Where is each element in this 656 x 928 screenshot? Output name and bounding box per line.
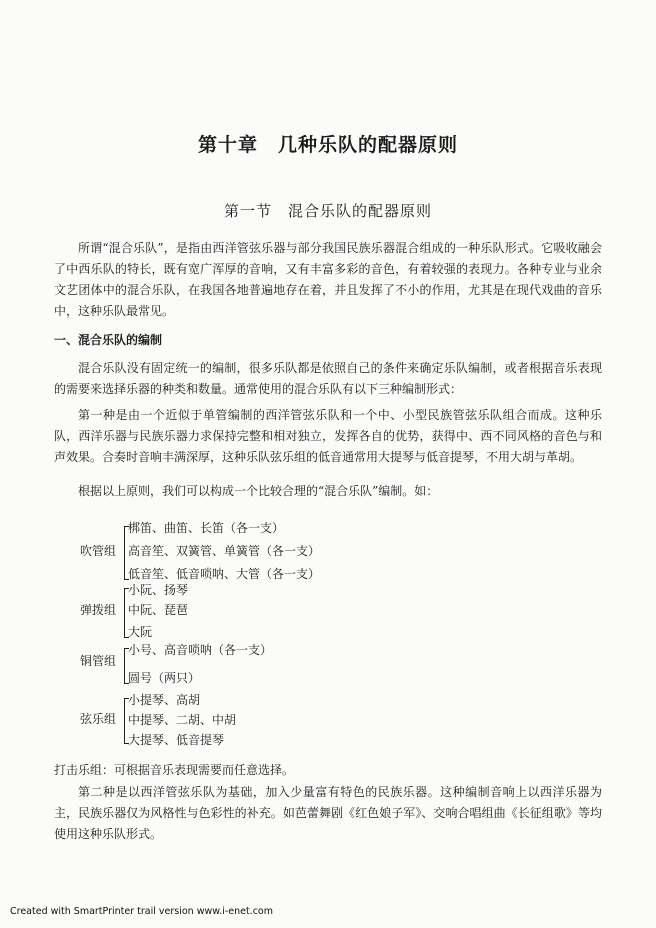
- paragraph-3: 根据以上原则，我们可以构成一个比较合理的“混合乐队”编制。如：: [78, 484, 439, 498]
- subsection-heading: 一、混合乐队的编制: [54, 333, 163, 347]
- paragraph-5: 第二种是以西洋管弦乐队为基础，加入少量富有特色的民族乐器。这种编制音响上以西洋乐器为主，民族乐器仅为风格性与色彩性的补充。如芭蕾舞剧《红色娘子军》、交响合唱组曲《长征组歌》等均使用这种乐队形式。: [54, 785, 602, 841]
- group-item: 中阮、琵琶: [128, 603, 189, 617]
- group-item: 大阮: [128, 625, 153, 639]
- group-label: 弹拨组: [80, 603, 117, 617]
- chapter-title: 第十章 几种乐队的配器原则: [197, 134, 458, 156]
- group-item: 圆号（两只）: [128, 671, 201, 685]
- group-item: 低音笙、低音唢呐、大管（各一支）: [128, 567, 321, 581]
- group-item: 中提琴、二胡、中胡: [128, 713, 237, 727]
- watermark-footer: Created with SmartPrinter trail version www.i-enet.com: [10, 906, 273, 917]
- group-label: 吹管组: [80, 544, 117, 558]
- group-item: 大提琴、低音提琴: [128, 733, 225, 747]
- paragraph-1: 混合乐队没有固定统一的编制，很多乐队都是依照自己的条件来确定乐队编制，或者根据音乐表现的需要来选择乐器的种类和数量。通常使用的混合乐队有以下三种编制形式：: [54, 361, 602, 396]
- group-item: 小号、高音唢呐（各一支）: [128, 643, 273, 657]
- group-item: 高音笙、双簧管、单簧管（各一支）: [128, 544, 321, 558]
- paragraph-4: 打击乐组：可根据音乐表现需要而任意选择。: [54, 763, 295, 777]
- intro-paragraph: 所谓“混合乐队”，是指由西洋管弦乐器与部分我国民族乐器混合组成的一种乐队形式。它吸收融会了中西乐队的特长，既有宽广浑厚的音响，又有丰富多彩的音色，有着较强的表现力。各种专业与业余文艺团体中的混合乐队，在我国各地普遍地存在着，并且发挥了不小的作用，尤其是在现代戏曲的音乐中，这种乐队最常见。: [54, 241, 602, 318]
- paragraph-2: 第一种是由一个近似于单管编制的西洋管弦乐队和一个中、小型民族管弦乐队组合而成。这种乐队，西洋乐器与民族乐器力求保持完整和相对独立，发挥各自的优势，获得中、西不同风格的音色与和声效果。合奏时音响丰满深厚，这种乐队弦乐组的低音通常用大提琴与低音提琴，不用大胡与革胡。: [54, 408, 602, 464]
- group-label: 铜管组: [80, 654, 117, 668]
- group-item: 梆笛、曲笛、长笛（各一支）: [128, 521, 285, 535]
- group-item: 小阮、扬琴: [128, 583, 189, 597]
- group-item: 小提琴、高胡: [128, 693, 201, 707]
- group-label: 弦乐组: [80, 712, 117, 726]
- section-title: 第一节 混合乐队的配器原则: [223, 202, 432, 220]
